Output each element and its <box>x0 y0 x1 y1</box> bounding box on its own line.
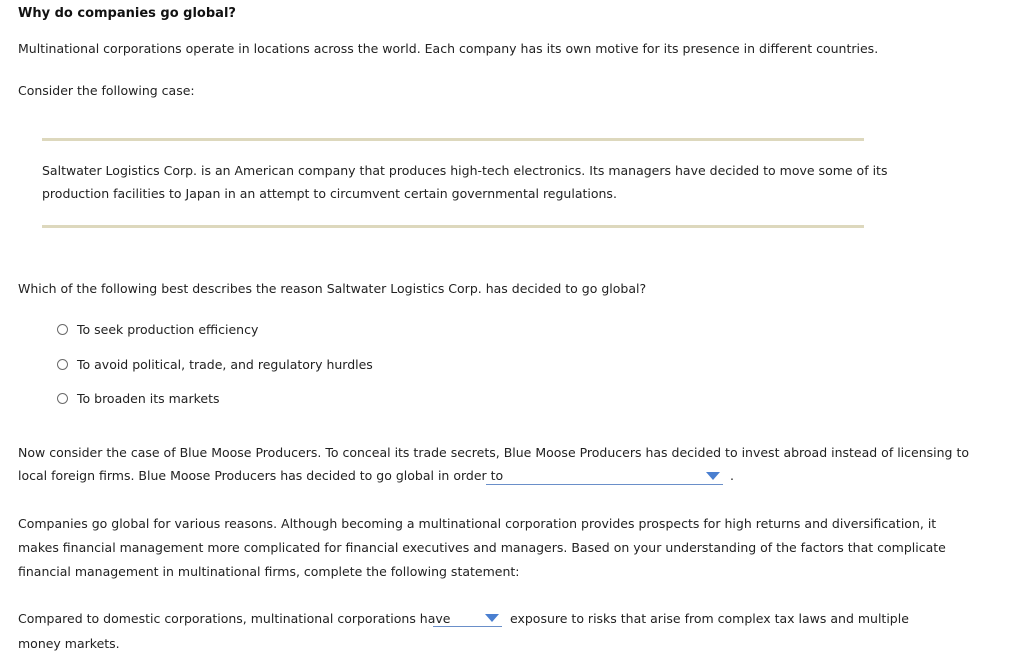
statement-line-2: money markets. <box>18 636 120 651</box>
reasons-line-3: financial management in multinational firms, complete the following statement: <box>18 564 520 579</box>
case-bottom-rule <box>42 225 864 228</box>
page-title: Why do companies go global? <box>18 6 236 21</box>
radio-button[interactable] <box>57 324 68 335</box>
radio-button[interactable] <box>57 393 68 404</box>
chevron-down-icon <box>706 472 720 480</box>
blue-moose-line-2: local foreign firms. Blue Moose Producers has decided to go global in order to <box>18 468 504 483</box>
chevron-down-icon <box>485 614 499 622</box>
option-avoid-hurdles[interactable] <box>57 357 373 372</box>
statement-before: Compared to domestic corporations, multinational corporations have <box>18 611 451 626</box>
option-label: To avoid political, trade, and regulatory hurdles <box>77 357 373 372</box>
case-text-line-2: production facilities to Japan in an attempt to circumvent certain governmental regulations. <box>42 186 617 201</box>
reasons-line-2: makes financial management more complicated for financial executives and managers. Based on your understanding of the factors that complicate <box>18 540 946 555</box>
option-production-efficiency[interactable] <box>57 322 258 337</box>
reasons-line-1: Companies go global for various reasons. Although becoming a multinational corporation provides prospects for high returns and diversification, it <box>18 516 937 531</box>
case-top-rule <box>42 138 864 141</box>
question-1: Which of the following best describes the reason Saltwater Logistics Corp. has decided to go global? <box>18 281 647 296</box>
option-broaden-markets[interactable] <box>57 391 220 406</box>
blue-moose-reason-dropdown[interactable] <box>486 468 723 485</box>
consider-label: Consider the following case: <box>18 83 195 98</box>
radio-button[interactable] <box>57 359 68 370</box>
intro-text: Multinational corporations operate in locations across the world. Each company has its own motive for its presence in different countries. <box>18 41 879 56</box>
blue-moose-period: . <box>730 468 734 483</box>
blue-moose-line-1: Now consider the case of Blue Moose Producers. To conceal its trade secrets, Blue Moose Producers has decided to invest abroad instead of licensing to <box>18 445 970 460</box>
statement-after: exposure to risks that arise from complex tax laws and multiple <box>510 611 909 626</box>
option-label: To seek production efficiency <box>77 322 259 337</box>
case-text-line-1: Saltwater Logistics Corp. is an American company that produces high-tech electronics. Its managers have decided to move some of its <box>42 163 888 178</box>
exposure-level-dropdown[interactable] <box>433 610 502 627</box>
option-label: To broaden its markets <box>77 391 220 406</box>
